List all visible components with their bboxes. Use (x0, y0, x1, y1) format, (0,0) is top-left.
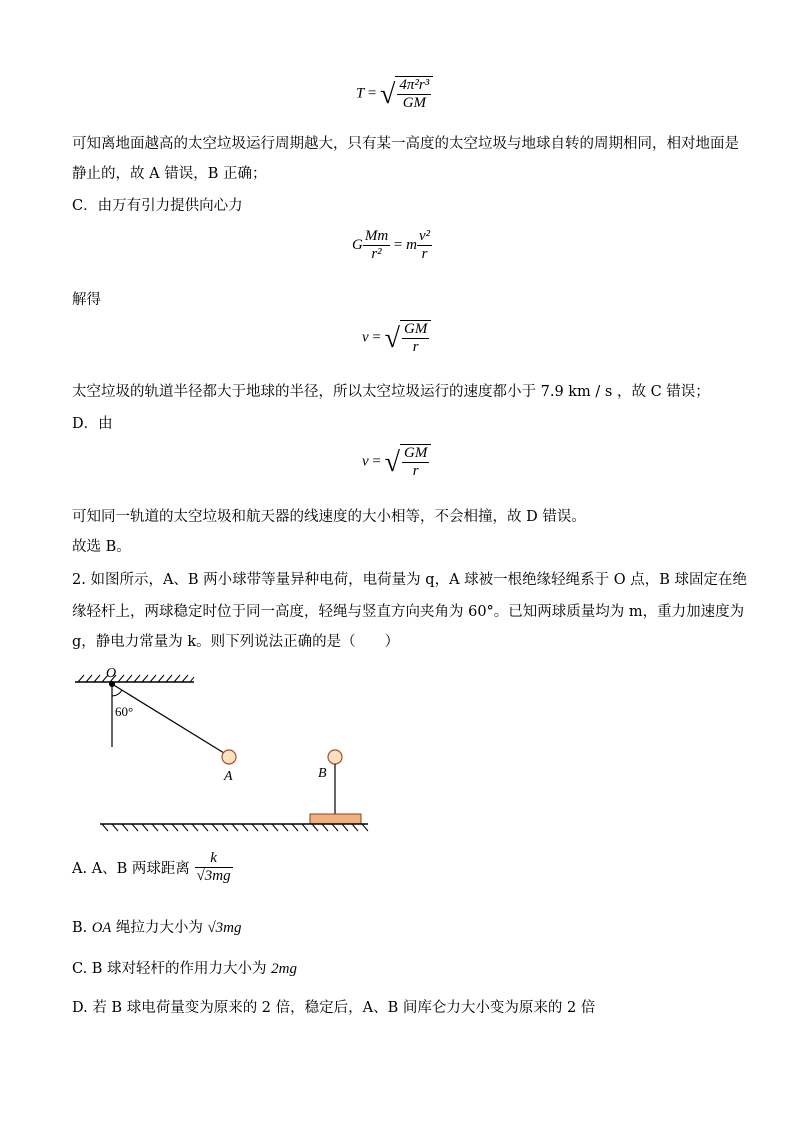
question-text: 缘轻杆上，两球稳定时位于同一高度，轻绳与竖直方向夹角为 60°。已知两球质量均为 m，重力加速度为 (72, 604, 745, 620)
text-line: 太空垃圾的轨道半径都大于地球的半径，所以太空垃圾运行的速度都小于 7.9 km / s ，故 C 错误； (72, 384, 710, 400)
fraction-numerator: Mm (364, 228, 389, 244)
option-D[interactable] (72, 996, 595, 1017)
label-angle: 60° (115, 704, 134, 719)
formula-m: m (406, 236, 417, 253)
formula-period (356, 76, 433, 112)
option-C-text: C. B 球对轻杆的作用力大小为 (72, 961, 272, 977)
formula-velocity (362, 320, 431, 356)
fraction (402, 445, 429, 480)
fraction-numerator: 4π²r³ (399, 77, 430, 93)
option-D-text: D. 若 B 球电荷量变为原来的 2 倍，稳定后，A、B 间库仑力大小变为原来的 2 倍 (72, 1000, 596, 1016)
question-text: g，静电力常量为 k。则下列说法正确的是（ ） (72, 634, 400, 650)
sqrt: √ $\frac{GM}{r}$ (385, 320, 432, 356)
option-C[interactable] (72, 957, 297, 978)
rod-base (310, 814, 361, 824)
fraction-numerator: GM (404, 321, 428, 337)
text-line: 可知离地面越高的太空垃圾运行周期越大，只有某一高度的太空垃圾与地球自转的周期相同，相对地面是 (72, 136, 739, 152)
label-A: A (224, 769, 233, 784)
physics-diagram (70, 660, 380, 835)
label-B: B (318, 766, 327, 781)
sqrt: √ $\frac{GM}{r}$ (385, 444, 432, 480)
option-B-segment: OA (91, 920, 112, 936)
ceiling (75, 675, 194, 682)
option-B-value: √3mg (207, 920, 242, 936)
fraction-denominator: GM (397, 94, 431, 112)
fraction-denominator: r (417, 245, 432, 263)
ground (100, 824, 368, 831)
fraction-numerator: GM (404, 445, 428, 461)
fraction (363, 228, 390, 263)
option-A-fraction (195, 850, 233, 885)
option-B[interactable] (72, 916, 242, 937)
text-line: 可知同一轨道的太空垃圾和航天器的线速度的大小相等，不会相撞，故 D 错误。 (72, 509, 586, 525)
option-B-prefix: B. (72, 920, 92, 936)
fraction-denominator: r (402, 338, 429, 356)
formula-velocity (362, 444, 431, 480)
fraction-denominator: r (402, 462, 429, 480)
formula-equals: = (367, 85, 377, 102)
fraction (417, 228, 432, 263)
fraction (402, 321, 429, 356)
formula-lhs: v (362, 453, 369, 470)
pivot-O (109, 681, 115, 687)
fraction-denominator: r² (363, 245, 390, 263)
label-O: O (106, 666, 117, 681)
sqrt: √ $\frac{\text{4π²r³}}{GM}$ (380, 76, 433, 112)
formula-equals: = (372, 453, 381, 470)
formula-lhs: T (356, 85, 365, 102)
fraction-denominator: √3mg (196, 868, 231, 884)
formula-equals: = (372, 329, 381, 346)
fraction-numerator: v² (418, 228, 431, 244)
fraction (397, 77, 431, 112)
text-line: C．由万有引力提供向心力 (72, 198, 243, 214)
fraction-numerator: k (210, 850, 217, 866)
formula-gravity (352, 228, 432, 263)
option-C-value: 2mg (271, 961, 298, 977)
formula-G: G (352, 236, 363, 253)
option-A[interactable] (72, 850, 233, 885)
formula-lhs: v (362, 329, 369, 346)
text-line: 静止的，故 A 错误，B 正确； (72, 166, 267, 182)
ball-B (328, 750, 342, 764)
question-text: 2. 如图所示，A、B 两小球带等量异种电荷，电荷量为 q，A 球被一根绝缘轻绳系于 O 点，B 球固定在绝 (72, 572, 748, 588)
option-A-text: A. A、B 两球距离 (72, 861, 190, 877)
text-line: 解得 (72, 292, 101, 308)
ball-A (222, 750, 236, 764)
text-line: D．由 (72, 416, 113, 432)
option-B-text: 绳拉力大小为 (111, 920, 208, 936)
text-line: 故选 B。 (72, 539, 131, 555)
angle-arc (112, 690, 122, 696)
formula-equals: = (393, 236, 403, 253)
